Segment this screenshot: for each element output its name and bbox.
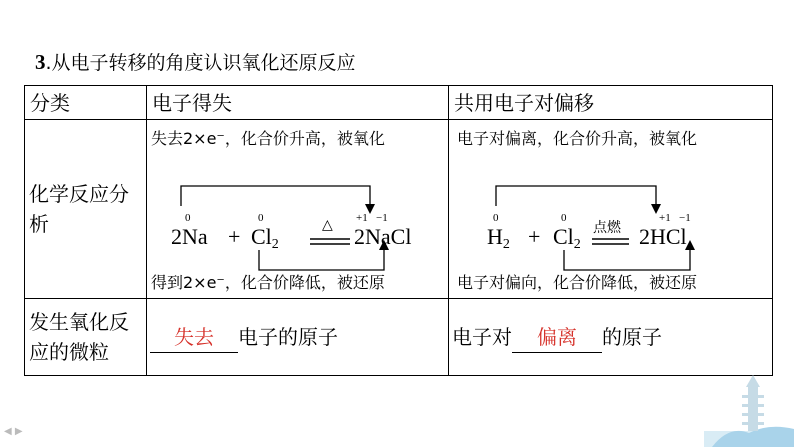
ionic-analysis [147,120,448,298]
covalent-answer-blank: 偏离 [512,322,602,353]
plus-sign: + [228,224,241,249]
covalent-analysis [449,120,772,298]
reactant-h2: $H_2$ [487,224,510,252]
ox-state-cl: 0 [258,212,264,224]
ionic-oxidized-answer-line [147,322,448,353]
covalent-answer-suffix: 的原子 [602,324,662,349]
covalent-top-note: 电子对偏离，化合价升高，被氧化 [457,129,698,148]
header-row [25,86,773,120]
ox-state-cl-product-cov: −1 [679,212,691,224]
header-electron-transfer: 电子得失 [147,86,449,120]
heat-condition: △ [322,217,333,233]
ionic-analysis-cell [147,120,449,299]
ox-state-h: 0 [493,212,499,224]
reactant-na: 2Na [171,224,208,249]
reactant-cl2: $Cl_2$ [251,224,279,252]
ox-state-cl-cov: 0 [561,212,567,224]
ionic-oxidized-cell [147,299,449,376]
ionic-top-note: 失去2×e⁻，化合价升高，被氧化 [151,129,385,148]
ionic-answer-blank: 失去 [150,322,238,353]
covalent-oxidized-cell [449,299,773,376]
oxidized-label: 发生氧化反应的微粒 [29,310,129,364]
covalent-oxidized-answer-line [449,322,772,353]
section-title-text: .从电子转移的角度认识氧化还原反应 [45,52,356,74]
ignite-condition: 点燃 [593,220,621,236]
analysis-row [25,120,773,299]
ionic-bottom-note: 得到2×e⁻，化合价降低，被还原 [151,273,385,292]
covalent-answer-prefix: 电子对 [452,324,512,349]
analysis-label: 化学反应分析 [29,182,129,236]
header-shared-pair-shift: 共用电子对偏移 [449,86,773,120]
ionic-answer-suffix: 电子的原子 [238,324,338,349]
section-number: 3 [35,50,46,74]
section-title [35,48,356,75]
analysis-label-cell [25,120,147,299]
header-category: 分类 [25,86,147,120]
covalent-bottom-note: 电子对偏向，化合价降低，被还原 [457,273,698,292]
reactant-cl2-cov: $Cl_2$ [553,224,581,252]
ox-state-h-product: +1 [659,212,671,224]
slide-nav-icon[interactable]: ◀ ▶ [4,426,23,437]
covalent-analysis-cell [449,120,773,299]
ox-state-na-product: +1 [356,212,368,224]
ox-state-cl-product: −1 [376,212,388,224]
oxidized-label-cell [25,299,147,376]
covalent-arrows [449,120,772,298]
product-nacl: 2NaCl [354,224,412,249]
oxidized-particle-row [25,299,773,376]
product-hcl: 2HCl [639,224,687,249]
pagoda-icon [704,367,794,447]
ionic-arrows [147,120,448,298]
ox-state-na: 0 [185,212,191,224]
plus-sign-cov: + [528,224,541,249]
redox-table [24,85,773,376]
